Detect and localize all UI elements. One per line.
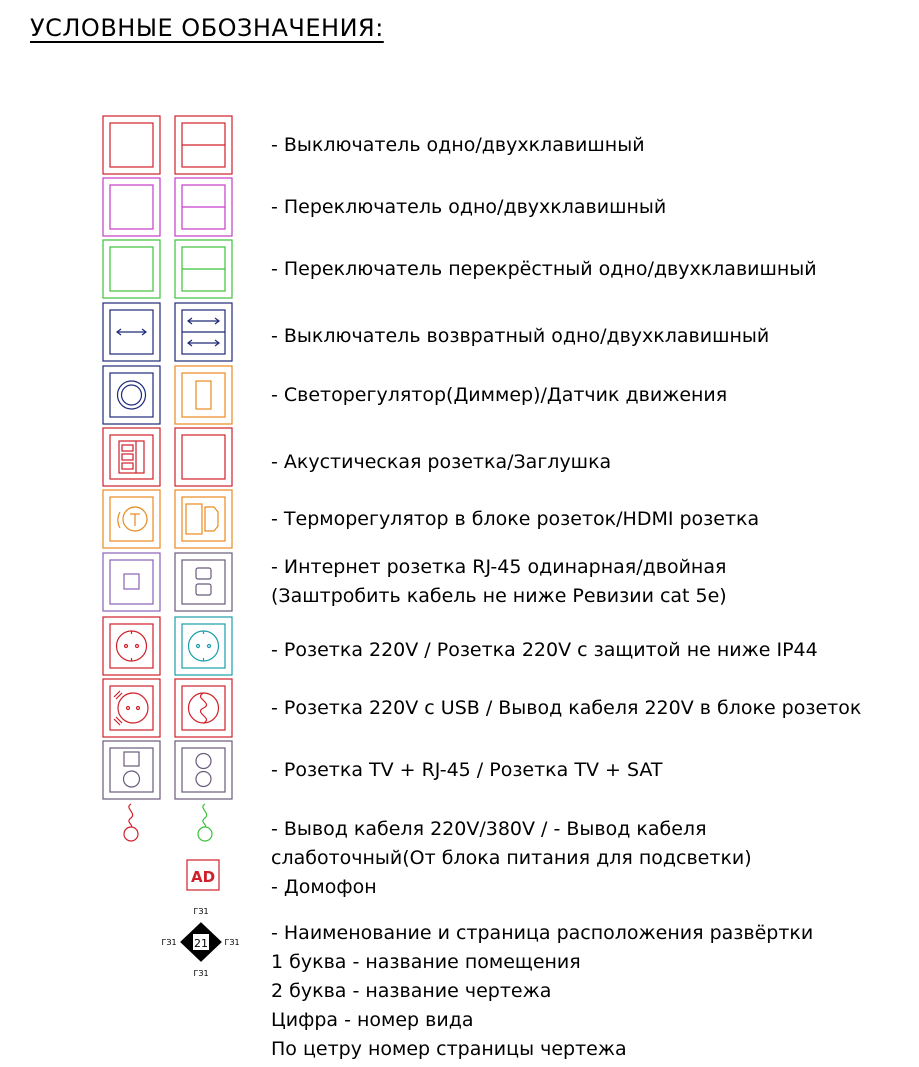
socket-220v-symbol [103, 617, 160, 675]
legend-text-cable-line2: слаботочный(От блока питания для подсветки) [271, 847, 752, 869]
legend-text-acoustic: - Акустическая розетка/Заглушка [271, 451, 612, 473]
dimmer-symbol [103, 366, 160, 424]
acoustic-socket-symbol [103, 428, 160, 486]
return-switch-single-symbol [103, 303, 160, 361]
view-marker-tag-bottom: ГЗ1 [193, 969, 209, 978]
rj45-double-symbol [175, 553, 232, 611]
return-switch-double-symbol [175, 303, 232, 361]
tv-rj45-socket-symbol [103, 741, 160, 799]
legend-text-dimmer: - Светорегулятор(Диммер)/Датчик движения [271, 384, 728, 406]
toggle-single-symbol [103, 178, 160, 236]
view-marker-tag-left: ГЗ1 [161, 938, 177, 947]
legend-text-view-line1: - Наименование и страница расположения развёртки [271, 922, 814, 944]
legend-text-return-switch: - Выключатель возвратный одно/двухклавишный [271, 325, 770, 347]
cross-switch-single-symbol [103, 240, 160, 298]
blank-plate-symbol [175, 428, 232, 486]
view-marker-symbol [161, 907, 239, 978]
legend-text-view-line4: Цифра - номер вида [271, 1009, 474, 1031]
legend-text-tv: - Розетка TV + RJ-45 / Розетка TV + SAT [271, 759, 663, 781]
legend-text-rj45-line2: (Заштробить кабель не ниже Ревизии cat 5e) [271, 585, 727, 607]
legend-text-socket220: - Розетка 220V / Розетка 220V с защитой не ниже IP44 [271, 639, 818, 661]
cross-switch-double-symbol [175, 240, 232, 298]
legend-text-cable-line1: - Вывод кабеля 220V/380V / - Вывод кабеля [271, 818, 707, 840]
view-marker-tag-right: ГЗ1 [224, 938, 240, 947]
legend-text-thermo: - Терморегулятор в блоке розеток/HDMI розетка [271, 508, 760, 530]
legend-text-view-line5: По цетру номер страницы чертежа [271, 1038, 627, 1060]
legend-text-view-line3: 2 буква - название чертежа [271, 980, 552, 1002]
intercom-label: AD [190, 868, 216, 886]
legend-text-switch: - Выключатель одно/двухклавишный [271, 134, 645, 156]
cable-outlet-in-block-symbol [175, 679, 232, 737]
legend-text-cross-switch: - Переключатель перекрёстный одно/двухклавишный [271, 258, 817, 280]
legend-text-usb: - Розетка 220V с USB / Вывод кабеля 220V в блоке розеток [271, 697, 862, 719]
rj45-single-symbol [103, 553, 160, 611]
switch-single-symbol [103, 116, 160, 174]
cable-outlet-lowcurrent-icon [198, 804, 212, 841]
view-marker-tag-top: ГЗ1 [193, 907, 209, 916]
legend-text-intercom: - Домофон [271, 876, 377, 898]
legend-text-toggle: - Переключатель одно/двухклавишный [271, 196, 667, 218]
page-title: УСЛОВНЫЕ ОБОЗНАЧЕНИЯ: [30, 14, 384, 42]
legend-text-view-line2: 1 буква - название помещения [271, 951, 581, 973]
socket-usb-symbol [103, 679, 160, 737]
hdmi-socket-symbol [175, 490, 232, 548]
intercom-symbol [187, 860, 219, 890]
cable-outlet-220v-icon [124, 804, 138, 841]
switch-double-symbol [175, 116, 232, 174]
motion-sensor-symbol [175, 366, 232, 424]
socket-220v-ip44-symbol [175, 617, 232, 675]
thermostat-symbol [103, 490, 160, 548]
legend-text-rj45-line1: - Интернет розетка RJ-45 одинарная/двойная [271, 556, 727, 578]
toggle-double-symbol [175, 178, 232, 236]
tv-sat-socket-symbol [175, 741, 232, 799]
view-marker-number: 21 [194, 937, 208, 950]
